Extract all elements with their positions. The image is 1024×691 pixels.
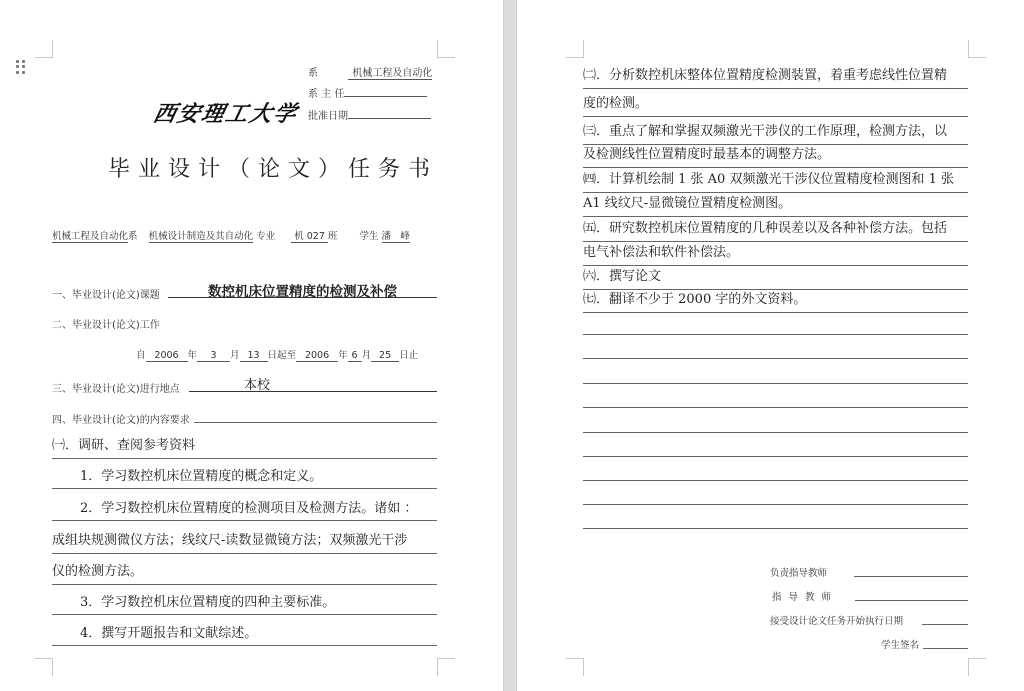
page-corner-marker	[968, 658, 986, 676]
start-day-field[interactable]: 13	[240, 350, 268, 362]
content-requirements-label: 四、毕业设计(论文)的内容要求	[52, 415, 190, 426]
start-month-field[interactable]: 3	[197, 350, 230, 362]
content-line[interactable]: 电气补偿法和软件补偿法。	[583, 243, 968, 266]
page-corner-marker	[566, 40, 584, 58]
university-logo: 西安理工大学	[150, 101, 301, 127]
document-page-left	[0, 0, 503, 691]
start-year-field[interactable]: 2006	[146, 350, 188, 362]
page-gap	[503, 0, 517, 691]
content-line[interactable]: ㈠．调研、查阅参考资料	[52, 436, 437, 459]
end-month-label: 月	[361, 350, 372, 361]
page-corner-marker	[968, 40, 986, 58]
content-line[interactable]: 3．学习数控机床位置精度的四种主要标准。	[52, 593, 437, 615]
page-corner-marker	[566, 658, 584, 676]
student-label: 学生	[359, 231, 379, 242]
approval-date-field[interactable]	[348, 107, 431, 119]
content-line[interactable]: ㈥．撰写论文	[583, 267, 968, 290]
content-line[interactable]: 及检测线性位置精度时最基本的调整方法。	[583, 145, 968, 168]
document-page-right	[517, 0, 1024, 691]
end-year-label: 年	[338, 350, 348, 361]
department-suffix: 系	[128, 231, 138, 242]
blank-writing-line[interactable]	[583, 456, 968, 457]
approval-date-label: 批准日期	[308, 111, 348, 122]
location-value: 本校	[244, 378, 271, 393]
topic-label: 一、毕业设计(论文)课题	[52, 290, 160, 301]
blank-writing-line[interactable]	[583, 383, 968, 384]
advisor-label: 指 导 教 师	[772, 592, 834, 603]
location-label: 三、毕业设计(论文)进行地点	[52, 384, 180, 395]
student-name[interactable]: 潘 峰	[382, 228, 411, 243]
class-suffix: 班	[327, 231, 338, 242]
location-field[interactable]	[189, 374, 437, 392]
content-line[interactable]: 2．学习数控机床位置精度的检测项目及检测方法。诸如 ：	[52, 499, 437, 521]
dept-row	[308, 64, 432, 80]
page-corner-marker	[35, 40, 53, 58]
content-line[interactable]: A1 线纹尺-显微镜位置精度检测图。	[583, 194, 968, 217]
blank-writing-line[interactable]	[583, 528, 968, 529]
blank-writing-line[interactable]	[583, 407, 968, 408]
blank-writing-line[interactable]	[583, 504, 968, 505]
student-sign-label: 学生签名	[881, 640, 920, 651]
work-period-label: 二、毕业设计(论文)工作	[52, 320, 160, 331]
blank-writing-line[interactable]	[583, 432, 968, 433]
end-day-field[interactable]: 25	[371, 350, 399, 362]
department-value[interactable]: 机械工程及自动化	[52, 228, 128, 243]
content-line[interactable]: ㈣．计算机绘制 1 张 A0 双频激光干涉仪位置精度检测图和 1 张	[583, 170, 968, 193]
drag-handle-icon[interactable]	[16, 60, 26, 74]
work-period-row	[136, 347, 418, 362]
content-line[interactable]: ㈤．研究数控机床位置精度的几种误差以及各种补偿方法。包括	[583, 219, 968, 242]
content-line[interactable]: ㈢．重点了解和掌握双频激光干涉仪的工作原理，检测方法，以	[583, 122, 968, 145]
class-value[interactable]: 机 027	[291, 228, 328, 243]
page-corner-marker	[35, 658, 53, 676]
content-line[interactable]: 度的检测。	[583, 94, 968, 117]
chief-advisor-label: 负责指导教师	[770, 568, 828, 579]
director-row	[308, 85, 427, 100]
month-label: 月	[230, 350, 240, 361]
document-title: 毕业设计（论文）任务书	[108, 157, 439, 182]
from-label: 自	[136, 350, 146, 361]
major-suffix: 专业	[256, 231, 276, 242]
director-label: 系 主 任	[308, 89, 345, 100]
student-info-row	[52, 228, 410, 243]
end-month-field[interactable]: 6	[348, 350, 362, 362]
content-line[interactable]: 仪的检测方法。	[52, 562, 437, 585]
dept-value[interactable]: 机械工程及自动化	[348, 64, 432, 80]
director-field[interactable]	[344, 85, 427, 97]
day-to-label: 日止	[399, 350, 419, 361]
chief-advisor-signature-field[interactable]	[854, 576, 968, 577]
page-corner-marker	[437, 658, 455, 676]
page-corner-marker	[437, 40, 455, 58]
major-value[interactable]: 机械设计制造及其自动化	[149, 228, 254, 243]
content-line[interactable]: 1．学习数控机床位置精度的概念和定义。	[52, 467, 437, 489]
accept-date-label: 接受设计论文任务开始执行日期	[770, 616, 904, 627]
dept-label: 系	[308, 68, 318, 79]
year-label: 年	[187, 350, 198, 361]
content-line[interactable]: 成组块规测微仪方法；线纹尺-读数显微镜方法；双频激光干涉	[52, 531, 437, 554]
content-line[interactable]: 4．撰写开题报告和文献综述。	[52, 624, 437, 646]
end-year-field[interactable]: 2006	[296, 350, 338, 362]
topic-field[interactable]: 数控机床位置精度的检测及补偿	[168, 280, 437, 298]
approval-date-row	[308, 107, 431, 122]
student-signature-field[interactable]	[923, 648, 968, 649]
blank-writing-line[interactable]	[583, 480, 968, 481]
accept-date-field[interactable]	[922, 624, 968, 625]
content-line[interactable]: ㈡．分析数控机床整体位置精度检测装置，着重考虑线性位置精	[583, 66, 968, 89]
day-from-label: 日起至	[267, 350, 297, 361]
content-requirements-underline	[194, 422, 437, 423]
advisor-signature-field[interactable]	[855, 600, 968, 601]
blank-writing-line[interactable]	[583, 334, 968, 335]
blank-writing-line[interactable]	[583, 358, 968, 359]
content-line[interactable]: ㈦．翻译不少于 2000 字的外文资料。	[583, 290, 968, 313]
